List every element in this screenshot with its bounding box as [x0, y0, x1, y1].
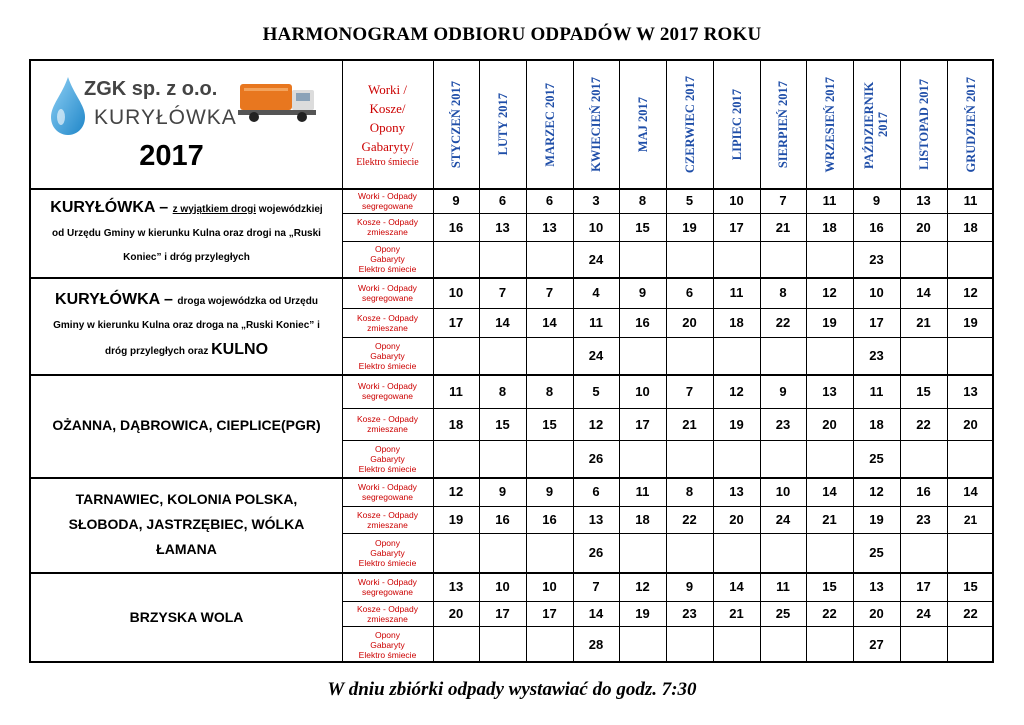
- pickup-day-cell: [479, 241, 526, 277]
- pickup-day-cell: 11: [589, 315, 603, 330]
- pickup-day-cell: 18: [963, 219, 978, 235]
- pickup-day-cell: 23: [916, 512, 931, 527]
- pickup-day-cell: 17: [448, 315, 464, 330]
- pickup-day-cell: 6: [592, 484, 600, 499]
- month-label: WRZESIEŃ 2017: [822, 76, 837, 173]
- pickup-day-cell: 14: [963, 484, 978, 499]
- pickup-day-cell: 14: [729, 579, 744, 594]
- pickup-day-cell: [479, 337, 526, 374]
- area-name-line: [69, 512, 305, 537]
- waste-type-label: [342, 241, 433, 277]
- waste-type-label: [342, 572, 433, 601]
- pickup-day-cell: [479, 533, 526, 572]
- waste-type-line: Kosze - Odpady: [357, 509, 418, 520]
- pickup-day-cell: 13: [963, 383, 978, 399]
- pickup-day-cell: 15: [916, 383, 931, 399]
- pickup-day-cell: 8: [545, 383, 554, 399]
- month-label: STYCZEŃ 2017: [449, 80, 463, 169]
- pickup-day-cell: [526, 533, 573, 572]
- pickup-day-cell: [666, 337, 713, 374]
- pickup-day-cell: 12: [729, 383, 744, 399]
- pickup-day-cell: 19: [822, 315, 837, 330]
- pickup-day-cell: 3: [592, 193, 600, 208]
- waste-type-line: segregowane: [361, 586, 414, 597]
- pickup-day-cell: 18: [869, 416, 884, 432]
- pickup-day-cell: 20: [916, 219, 931, 235]
- pickup-day-cell: 22: [916, 416, 931, 432]
- company-town: KURYŁÓWKA: [94, 106, 237, 129]
- pickup-day-cell: 17: [916, 579, 931, 594]
- pickup-day-cell: [900, 533, 947, 572]
- pickup-day-cell: 12: [448, 484, 464, 499]
- waste-type-label: [342, 477, 433, 506]
- pickup-day-cell: [947, 626, 994, 663]
- month-label: SIERPIEŃ 2017: [776, 80, 790, 169]
- pickup-day-cell: 20: [869, 606, 884, 621]
- pickup-day-cell: [806, 241, 853, 277]
- pickup-day-cell: 9: [685, 579, 694, 594]
- pickup-day-cell: 9: [638, 285, 647, 300]
- pickup-day-cell: 15: [542, 416, 557, 432]
- pickup-day-cell: 7: [545, 285, 554, 300]
- pickup-day-cell: 15: [963, 579, 978, 594]
- pickup-day-cell: [479, 440, 526, 477]
- pickup-day-cell: 25: [869, 545, 884, 560]
- month-header: [760, 61, 806, 188]
- pickup-day-cell: 24: [588, 251, 604, 267]
- pickup-day-cell: 13: [588, 512, 604, 527]
- pickup-day-cell: [526, 337, 573, 374]
- pickup-day-cell: 6: [498, 193, 507, 208]
- pickup-day-cell: 17: [495, 606, 510, 621]
- pickup-day-cell: 9: [872, 193, 881, 208]
- pickup-day-cell: 18: [729, 315, 744, 330]
- waste-type-line: Elektro śmiecie: [358, 649, 417, 660]
- pickup-day-cell: 24: [916, 606, 931, 621]
- area-name-part: SŁOBODA, JASTRZĘBIEC, WÓLKA: [68, 516, 305, 532]
- pickup-day-cell: 7: [592, 579, 600, 594]
- area-name: [31, 572, 342, 663]
- page-title: HARMONOGRAM ODBIORU ODPADÓW W 2017 ROKU: [262, 24, 762, 45]
- waste-type-line: Opony: [374, 443, 401, 454]
- pickup-day-cell: 6: [545, 193, 554, 208]
- waste-type-line: Worki - Odpady: [358, 381, 417, 391]
- pickup-day-cell: 13: [542, 219, 557, 235]
- waste-type-label: [342, 277, 433, 308]
- pickup-day-cell: 13: [869, 579, 884, 594]
- area-name-line: [130, 605, 244, 630]
- pickup-day-cell: 13: [822, 383, 837, 399]
- pickup-day-cell: 18: [448, 416, 464, 432]
- pickup-day-cell: 11: [635, 484, 650, 499]
- pickup-day-cell: [619, 241, 666, 277]
- month-label: PAŹDZIERNIK 2017: [861, 80, 890, 169]
- month-label: MARZEC 2017: [542, 82, 557, 167]
- pickup-day-cell: 8: [779, 285, 787, 300]
- waste-type-label: [342, 440, 433, 477]
- pickup-day-cell: [947, 533, 994, 572]
- pickup-day-cell: 10: [542, 579, 557, 594]
- pickup-day-cell: [713, 241, 760, 277]
- pickup-day-cell: [713, 337, 760, 374]
- pickup-day-cell: 18: [635, 512, 650, 527]
- pickup-day-cell: 16: [869, 219, 884, 235]
- waste-type-line: Kosze - Odpady: [357, 414, 418, 424]
- pickup-day-cell: 7: [779, 193, 787, 208]
- pickup-day-cell: 7: [498, 285, 507, 300]
- water-drop-icon: [48, 75, 88, 137]
- pickup-day-cell: [433, 533, 479, 572]
- pickup-day-cell: [760, 241, 806, 277]
- pickup-day-cell: [666, 533, 713, 572]
- month-header: [573, 61, 619, 188]
- pickup-day-cell: 10: [775, 484, 791, 499]
- pickup-day-cell: [947, 440, 994, 477]
- waste-type-header: [342, 61, 433, 188]
- pickup-day-cell: 8: [638, 193, 647, 208]
- pickup-day-cell: [619, 626, 666, 663]
- pickup-day-cell: [947, 337, 994, 374]
- company-name: ZGK sp. z o.o.: [84, 78, 218, 100]
- footer-note: W dniu zbiórki odpady wystawiać do godz. 7:30: [327, 679, 697, 700]
- pickup-day-cell: [666, 440, 713, 477]
- waste-type-line: Opony: [374, 629, 401, 640]
- pickup-day-cell: [526, 440, 573, 477]
- area-name-part: droga wojewódzka od Urzędu: [177, 295, 318, 307]
- pickup-day-cell: [666, 241, 713, 277]
- waste-type-label: [342, 408, 433, 440]
- pickup-day-cell: [713, 626, 760, 663]
- pickup-day-cell: [806, 533, 853, 572]
- pickup-day-cell: 10: [448, 285, 464, 300]
- pickup-day-cell: 24: [775, 512, 791, 527]
- month-label: MAJ 2017: [635, 96, 650, 153]
- pickup-day-cell: 12: [822, 285, 837, 300]
- pickup-day-cell: [760, 440, 806, 477]
- month-header: [853, 61, 900, 188]
- area-name: [31, 374, 342, 477]
- waste-type-line: Gabaryty: [370, 254, 405, 264]
- garbage-truck-icon: [238, 78, 320, 124]
- pickup-day-cell: 10: [869, 285, 884, 300]
- pickup-day-cell: [619, 533, 666, 572]
- logo-year: 2017: [139, 140, 204, 172]
- pickup-day-cell: 19: [635, 606, 650, 621]
- pickup-day-cell: [900, 337, 947, 374]
- pickup-day-cell: [806, 626, 853, 663]
- month-header: [947, 61, 994, 188]
- waste-type-line: Worki - Odpady: [358, 481, 417, 492]
- pickup-day-cell: 24: [588, 348, 604, 363]
- pickup-day-cell: 23: [682, 606, 697, 621]
- area-name-line: [52, 222, 321, 246]
- pickup-day-cell: [900, 241, 947, 277]
- pickup-day-cell: 20: [963, 416, 978, 432]
- waste-type-line: zmieszane: [367, 322, 408, 333]
- month-header: [619, 61, 666, 188]
- pickup-day-cell: 9: [452, 193, 460, 208]
- pickup-day-cell: [479, 626, 526, 663]
- pickup-day-cell: 12: [869, 484, 884, 499]
- waste-type-line: zmieszane: [367, 424, 408, 434]
- pickup-day-cell: 19: [448, 512, 464, 527]
- pickup-day-cell: 28: [588, 637, 604, 652]
- pickup-day-cell: 5: [592, 383, 600, 399]
- pickup-day-cell: 9: [779, 383, 787, 399]
- waste-type-label: [342, 337, 433, 374]
- area-name-part: TARNAWIEC, KOLONIA POLSKA,: [75, 491, 298, 507]
- pickup-day-cell: 11: [776, 579, 790, 594]
- waste-type-line: Opony: [374, 244, 401, 254]
- month-label: LISTOPAD 2017: [916, 79, 931, 170]
- waste-type-line: zmieszane: [367, 519, 408, 530]
- waste-type-label: [342, 188, 433, 213]
- waste-type-line: Elektro śmiecie: [358, 463, 417, 474]
- pickup-day-cell: [526, 241, 573, 277]
- area-name-part: ŁAMANA: [156, 541, 217, 557]
- pickup-day-cell: 21: [682, 416, 697, 432]
- waste-type-line: Opony: [374, 340, 401, 351]
- month-header: [526, 61, 573, 188]
- pickup-day-cell: 20: [822, 416, 837, 432]
- area-name-part: KURYŁÓWKA –: [50, 198, 173, 216]
- area-name: [31, 188, 342, 277]
- waste-type-header-line: Worki /: [367, 81, 408, 97]
- waste-type-label: [342, 533, 433, 572]
- month-label: KWIECIEŃ 2017: [589, 77, 603, 172]
- waste-type-label: [342, 601, 433, 626]
- pickup-day-cell: 17: [869, 315, 884, 330]
- pickup-day-cell: 20: [682, 315, 697, 330]
- pickup-day-cell: [760, 533, 806, 572]
- waste-type-line: Gabaryty: [370, 350, 405, 361]
- waste-type-header-line: Kosze/: [369, 100, 406, 116]
- pickup-day-cell: 8: [498, 383, 507, 399]
- area-name-part: KURYŁÓWKA –: [55, 290, 178, 308]
- area-name-part: Gminy w kierunku Kulna oraz droga na „Ruski Koniec” i: [53, 319, 320, 331]
- pickup-day-cell: 15: [822, 579, 837, 594]
- pickup-day-cell: 19: [729, 416, 744, 432]
- pickup-day-cell: [433, 440, 479, 477]
- pickup-day-cell: 12: [635, 579, 650, 594]
- area-name-part: od Urzędu Gminy w kierunku Kulna oraz drogi na „Ruski: [52, 227, 321, 239]
- pickup-day-cell: 10: [588, 219, 604, 235]
- pickup-day-cell: [433, 241, 479, 277]
- month-label: CZERWIEC 2017: [682, 75, 697, 174]
- pickup-day-cell: 17: [542, 606, 557, 621]
- pickup-day-cell: 21: [729, 606, 744, 621]
- month-header: [713, 61, 760, 188]
- month-header: [806, 61, 853, 188]
- month-header: [479, 61, 526, 188]
- pickup-day-cell: 21: [775, 219, 791, 235]
- waste-type-line: Gabaryty: [370, 547, 405, 558]
- month-label: LIPIEC 2017: [729, 88, 744, 161]
- month-label: LUTY 2017: [495, 93, 510, 156]
- pickup-day-cell: 14: [542, 315, 557, 330]
- pickup-day-cell: 13: [916, 193, 931, 208]
- waste-type-line: Elektro śmiecie: [358, 360, 417, 371]
- pickup-day-cell: 22: [822, 606, 837, 621]
- pickup-day-cell: 20: [448, 606, 464, 621]
- pickup-day-cell: 23: [869, 348, 884, 363]
- pickup-day-cell: 17: [635, 416, 650, 432]
- month-label: GRUDZIEŃ 2017: [963, 76, 978, 173]
- waste-type-header-line: Opony: [369, 119, 406, 135]
- waste-type-label: [342, 374, 433, 408]
- waste-type-line: Kosze - Odpady: [357, 603, 418, 614]
- pickup-day-cell: 4: [592, 285, 600, 300]
- pickup-day-cell: 18: [822, 219, 837, 235]
- pickup-day-cell: [900, 626, 947, 663]
- pickup-day-cell: [760, 337, 806, 374]
- pickup-day-cell: 7: [685, 383, 694, 399]
- pickup-day-cell: 6: [685, 285, 694, 300]
- waste-type-label: [342, 308, 433, 337]
- waste-type-line: segregowane: [361, 491, 414, 502]
- area-name-line: [105, 338, 268, 364]
- pickup-day-cell: [433, 337, 479, 374]
- waste-type-line: zmieszane: [367, 613, 408, 624]
- pickup-day-cell: 12: [588, 416, 604, 432]
- pickup-day-cell: [806, 337, 853, 374]
- pickup-day-cell: 11: [729, 285, 744, 300]
- pickup-day-cell: 22: [682, 512, 697, 527]
- waste-type-label: [342, 626, 433, 663]
- pickup-day-cell: 10: [729, 193, 744, 208]
- pickup-day-cell: 22: [775, 315, 791, 330]
- waste-type-line: Elektro śmiecie: [358, 557, 417, 568]
- pickup-day-cell: 19: [682, 219, 697, 235]
- pickup-day-cell: 19: [869, 512, 884, 527]
- waste-type-label: [342, 213, 433, 241]
- pickup-day-cell: 5: [685, 193, 694, 208]
- waste-type-line: zmieszane: [367, 227, 408, 237]
- waste-type-line: Elektro śmiecie: [358, 264, 417, 274]
- pickup-day-cell: [947, 241, 994, 277]
- pickup-day-cell: 14: [916, 285, 931, 300]
- area-name-line: [76, 487, 298, 512]
- waste-type-line: Worki - Odpady: [358, 190, 417, 201]
- area-name-line: [50, 196, 322, 222]
- pickup-day-cell: 11: [449, 383, 463, 399]
- pickup-day-cell: 20: [729, 512, 744, 527]
- waste-type-line: segregowane: [361, 292, 414, 303]
- pickup-day-cell: 16: [916, 484, 931, 499]
- waste-type-line: Kosze - Odpady: [357, 312, 418, 323]
- waste-type-line: Kosze - Odpady: [357, 217, 418, 227]
- pickup-day-cell: 11: [963, 193, 978, 208]
- area-name: [31, 477, 342, 572]
- area-name-part: BRZYSKA WOLA: [129, 609, 244, 625]
- waste-type-line: Gabaryty: [370, 639, 405, 650]
- area-name-line: [55, 288, 318, 314]
- area-name-part: dróg przyległych oraz: [104, 345, 212, 357]
- area-name-line: [123, 246, 250, 270]
- waste-type-line: Opony: [374, 537, 401, 548]
- pickup-day-cell: [806, 440, 853, 477]
- pickup-day-cell: 16: [448, 219, 464, 235]
- pickup-day-cell: 9: [545, 484, 554, 499]
- pickup-day-cell: 11: [822, 193, 837, 208]
- pickup-day-cell: [713, 533, 760, 572]
- waste-type-line: Worki - Odpady: [358, 282, 417, 293]
- pickup-day-cell: 14: [822, 484, 837, 499]
- pickup-day-cell: 22: [963, 606, 978, 621]
- pickup-day-cell: 25: [869, 451, 884, 466]
- pickup-day-cell: 23: [869, 251, 884, 267]
- pickup-day-cell: 25: [775, 606, 791, 621]
- waste-type-line: segregowane: [361, 200, 414, 211]
- area-name-line: [52, 413, 320, 438]
- pickup-day-cell: 26: [588, 451, 604, 466]
- pickup-day-cell: 10: [495, 579, 510, 594]
- pickup-day-cell: [713, 440, 760, 477]
- pickup-day-cell: 21: [822, 512, 837, 527]
- pickup-day-cell: 14: [495, 315, 510, 330]
- month-header: [900, 61, 947, 188]
- pickup-day-cell: [760, 626, 806, 663]
- waste-type-line: Gabaryty: [370, 453, 405, 464]
- pickup-day-cell: 23: [775, 416, 791, 432]
- area-name-part: wojewódzkiej: [256, 203, 323, 215]
- pickup-day-cell: 11: [869, 383, 884, 399]
- pickup-day-cell: 21: [916, 315, 931, 330]
- area-name-part: z wyjątkiem drogi: [172, 203, 257, 215]
- pickup-day-cell: 15: [495, 416, 510, 432]
- area-name: [31, 277, 342, 374]
- pickup-day-cell: 17: [729, 219, 744, 235]
- area-name-part: Koniec” i dróg przyległych: [123, 251, 250, 263]
- month-header: [433, 61, 479, 188]
- area-name-part: OŻANNA, DĄBROWICA, CIEPLICE(PGR): [52, 417, 321, 433]
- pickup-day-cell: 16: [542, 512, 557, 527]
- pickup-day-cell: 13: [729, 484, 744, 499]
- area-name-line: [53, 314, 320, 338]
- area-name-line: [156, 537, 217, 562]
- pickup-day-cell: 12: [963, 285, 978, 300]
- pickup-day-cell: 16: [635, 315, 650, 330]
- pickup-day-cell: 15: [635, 219, 650, 235]
- pickup-day-cell: 26: [588, 545, 604, 560]
- pickup-day-cell: [666, 626, 713, 663]
- pickup-day-cell: [526, 626, 573, 663]
- waste-type-header-line: Elektro śmiecie: [356, 156, 419, 168]
- pickup-day-cell: 13: [495, 219, 510, 235]
- area-name-part: KULNO: [211, 340, 269, 358]
- month-header: [666, 61, 713, 188]
- waste-type-line: Worki - Odpady: [358, 576, 417, 587]
- pickup-day-cell: [433, 626, 479, 663]
- pickup-day-cell: 9: [498, 484, 507, 499]
- pickup-day-cell: 27: [869, 637, 884, 652]
- pickup-day-cell: 16: [495, 512, 510, 527]
- pickup-day-cell: [619, 337, 666, 374]
- pickup-day-cell: 10: [635, 383, 650, 399]
- pickup-day-cell: 13: [448, 579, 464, 594]
- pickup-day-cell: 8: [685, 484, 694, 499]
- waste-type-label: [342, 506, 433, 533]
- waste-type-header-line: Gabaryty/: [361, 138, 414, 154]
- pickup-day-cell: [619, 440, 666, 477]
- pickup-day-cell: 14: [588, 606, 604, 621]
- waste-type-line: segregowane: [361, 391, 414, 401]
- pickup-day-cell: 19: [963, 315, 978, 330]
- pickup-day-cell: [900, 440, 947, 477]
- pickup-day-cell: 21: [963, 512, 978, 527]
